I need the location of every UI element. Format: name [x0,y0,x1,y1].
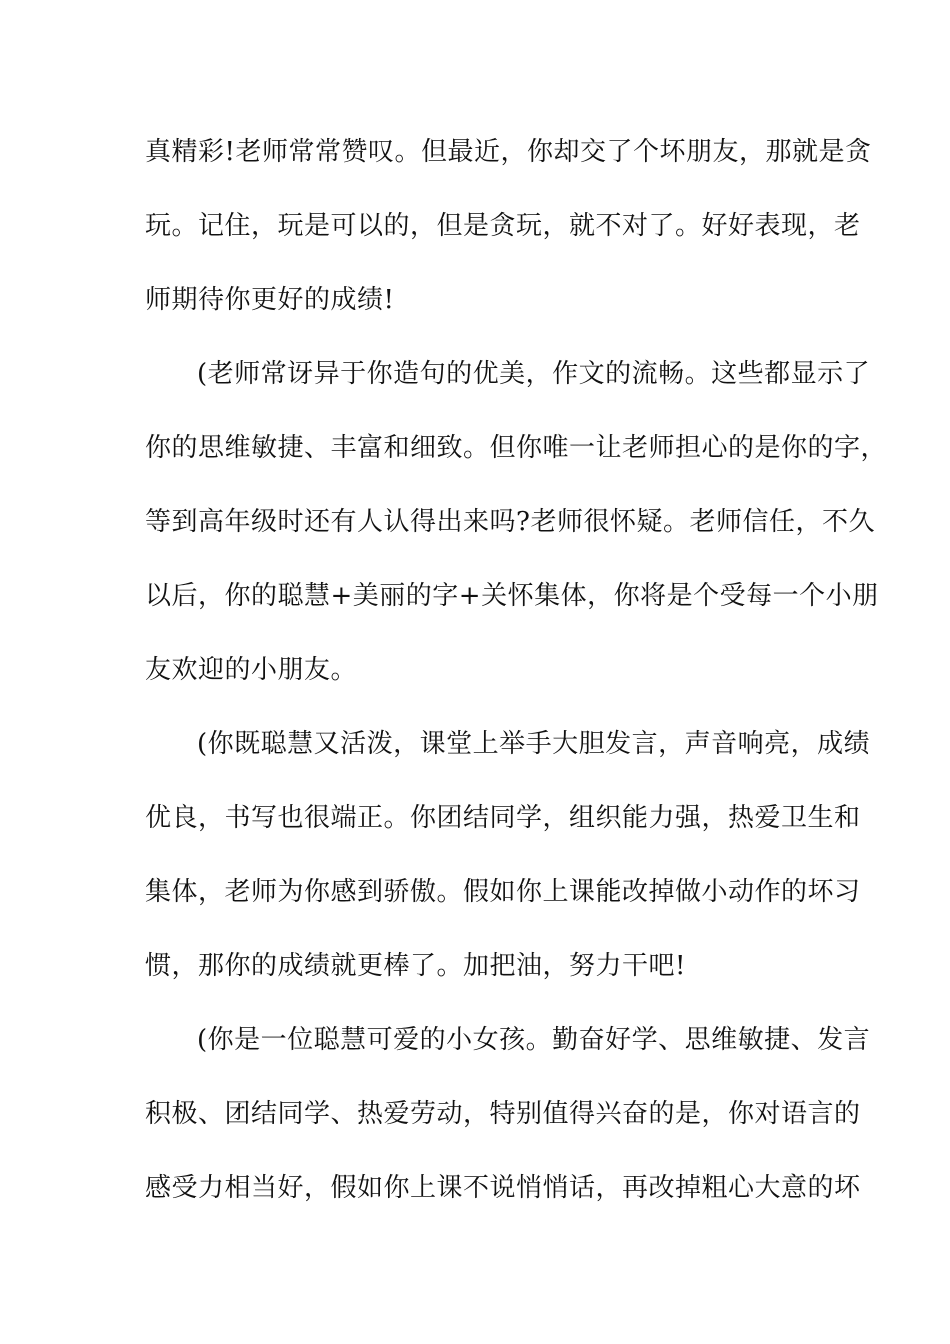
paragraph-4-line-1: (你是一位聪慧可爱的小女孩。勤奋好学、思维敏捷、发言 [197,1025,871,1055]
paragraph-2-line-1: (老师常讶异于你造句的优美，作文的流畅。这些都显示了 [197,359,871,389]
paragraph-2-line-5: 友欢迎的小朋友。 [145,655,358,685]
paragraph-2-line-3: 等到高年级时还有人认得出来吗?老师很怀疑。老师信任，不久 [145,507,875,537]
document-body [145,115,888,1225]
paragraph-4-line-3: 感受力相当好，假如你上课不说悄悄话，再改掉粗心大意的坏 [145,1173,861,1203]
paragraph-1-line-2: 玩。记住，玩是可以的，但是贪玩，就不对了。好好表现，老 [145,211,861,241]
paragraph-2-line-4: 以后，你的聪慧+美丽的字+关怀集体，你将是个受每一个小朋 [145,581,879,611]
paragraph-3-line-4: 惯，那你的成绩就更棒了。加把油，努力干吧! [145,951,686,981]
paragraph-3-line-3: 集体，老师为你感到骄傲。假如你上课能改掉做小动作的坏习 [145,877,861,907]
paragraph-3-line-2: 优良，书写也很端正。你团结同学，组织能力强，热爱卫生和 [145,803,861,833]
paragraph-4-line-2: 积极、团结同学、热爱劳动，特别值得兴奋的是，你对语言的 [145,1099,861,1129]
paragraph-3-line-1: (你既聪慧又活泼，课堂上举手大胆发言，声音响亮，成绩 [197,729,871,759]
paragraph-2-line-2: 你的思维敏捷、丰富和细致。但你唯一让老师担心的是你的字， [145,433,888,463]
paragraph-1-line-1: 真精彩!老师常常赞叹。但最近，你却交了个坏朋友，那就是贪 [145,137,872,167]
paragraph-1-line-3: 师期待你更好的成绩! [145,285,395,315]
